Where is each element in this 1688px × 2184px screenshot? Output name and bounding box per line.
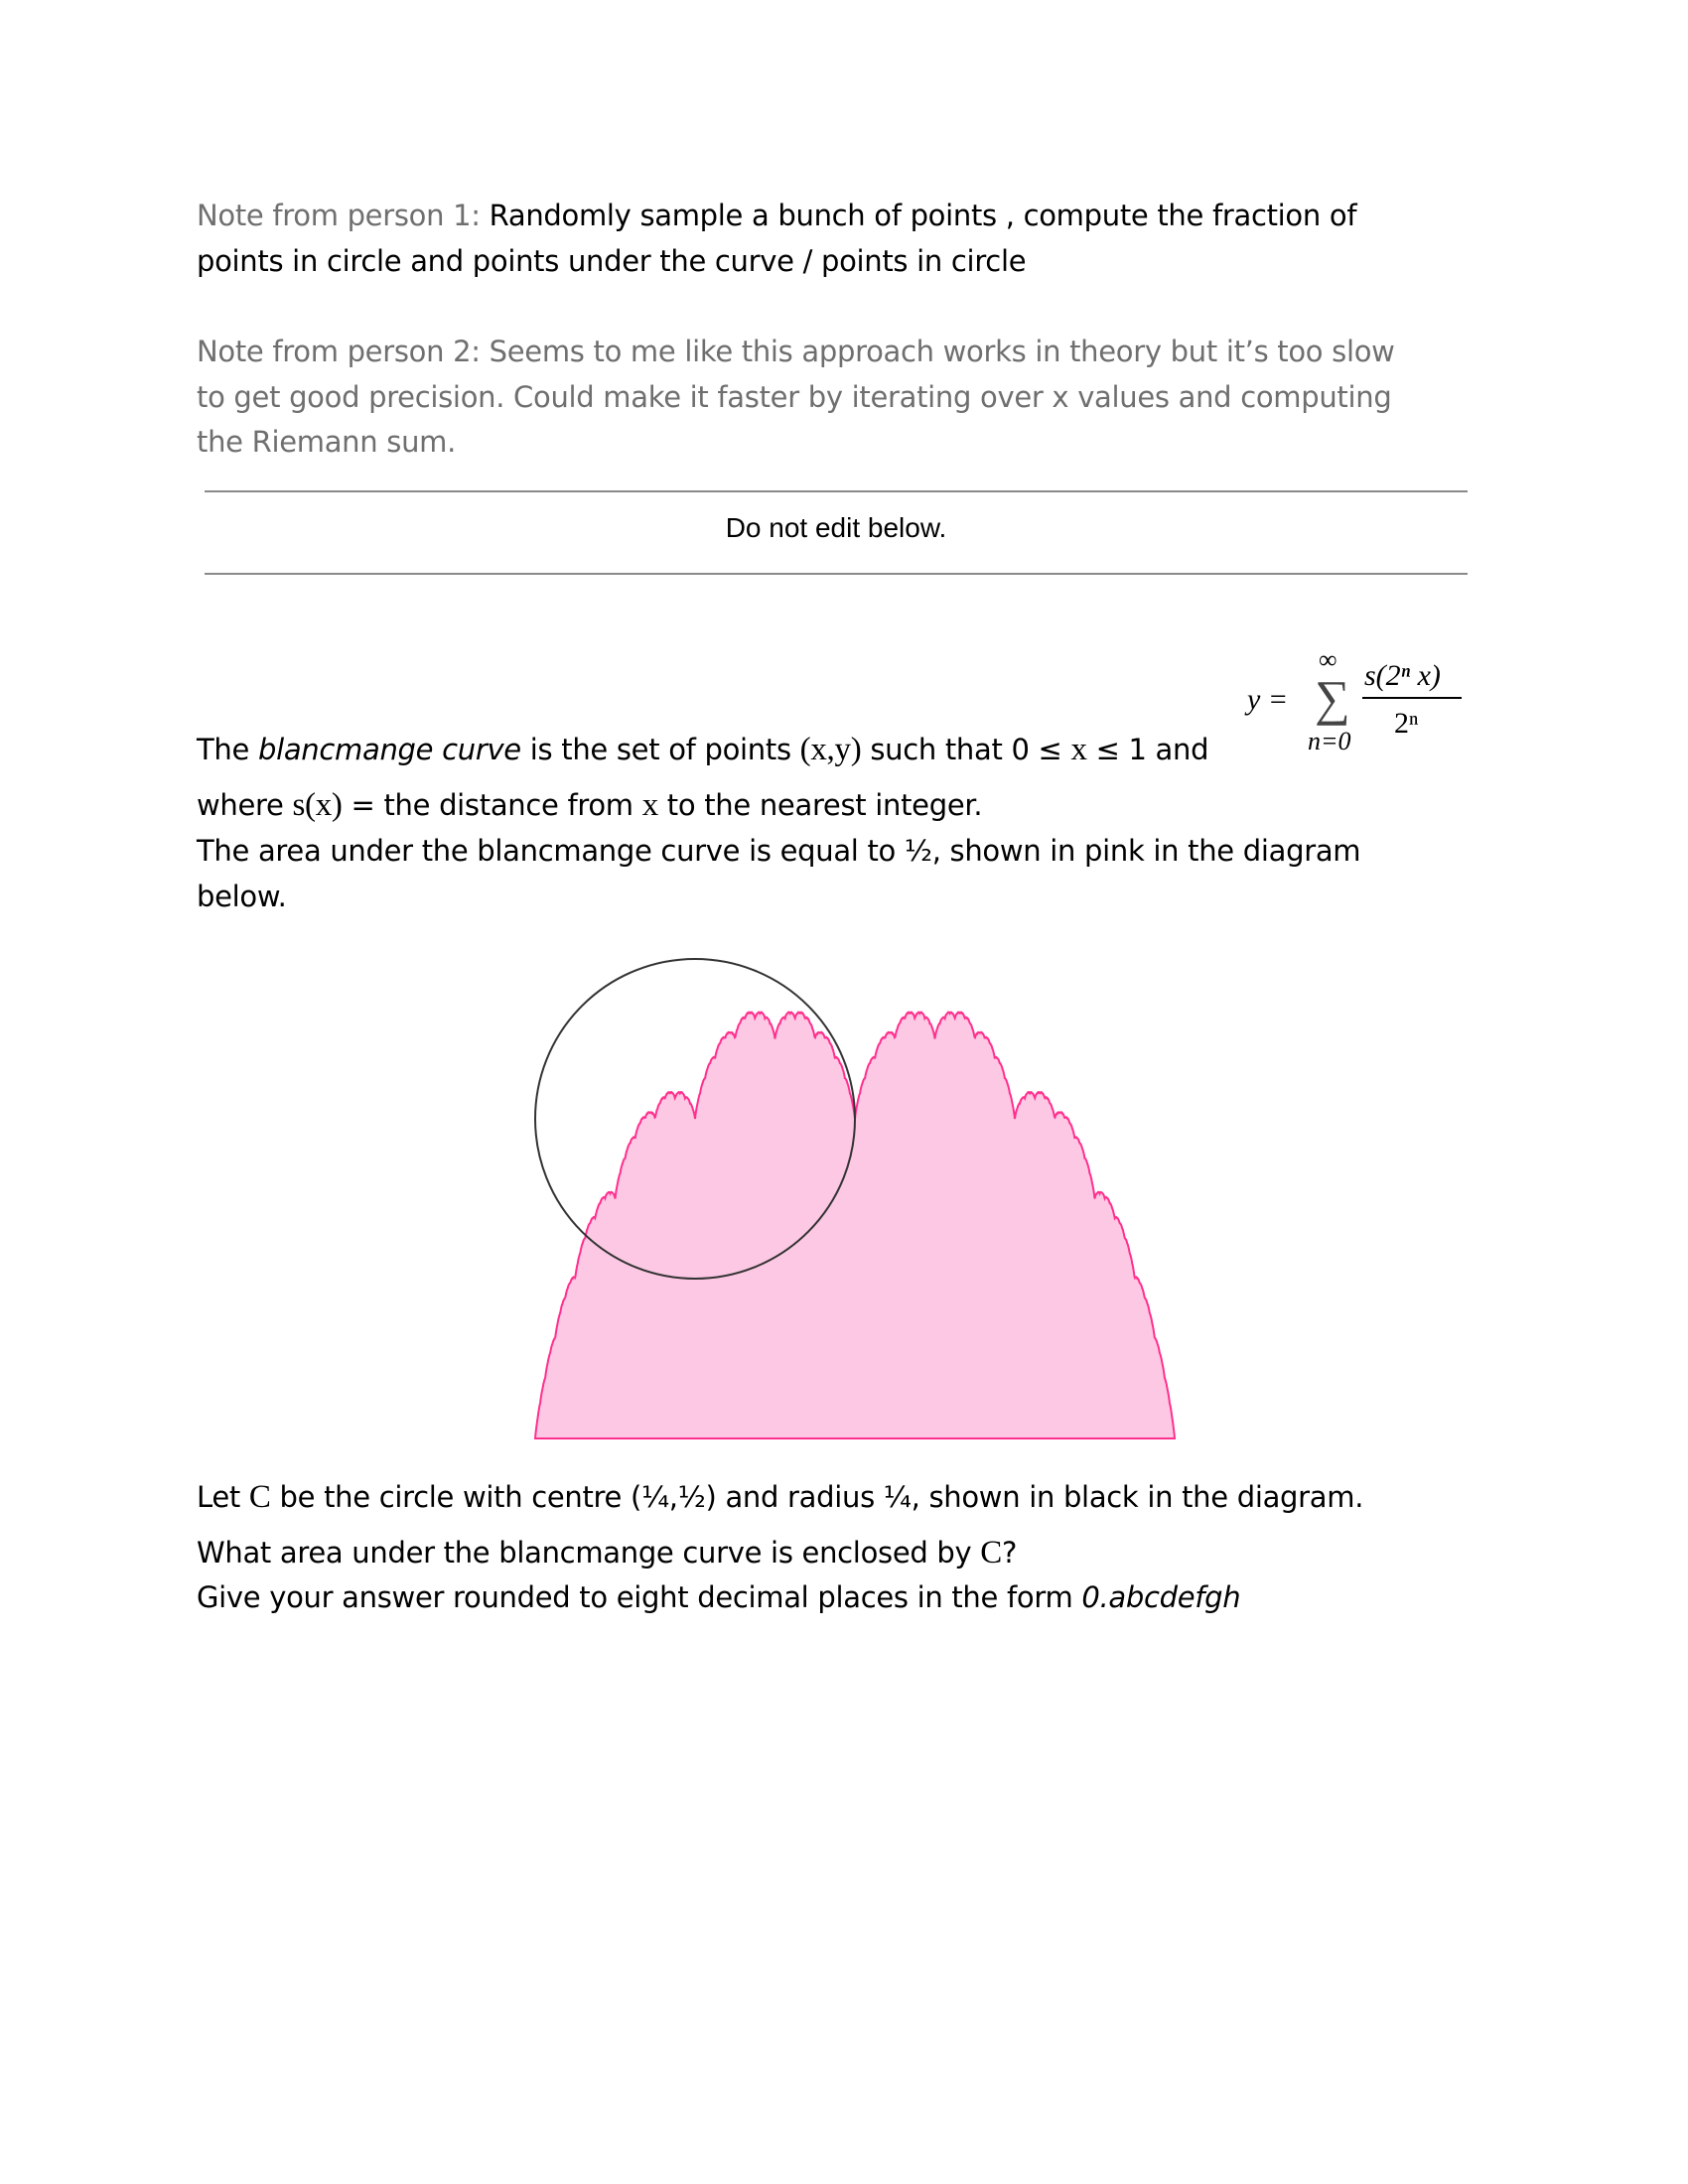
blancmange-curve-area xyxy=(535,1013,1175,1438)
problem-line2: where s(x) = the distance from x to the nearest integer. xyxy=(197,787,983,823)
note-person1-line1 xyxy=(197,199,1357,232)
formula-lower: n=0 xyxy=(1308,727,1351,755)
fraction-bar xyxy=(1362,697,1462,699)
blancmange-formula xyxy=(1243,645,1472,759)
problem-line6: What area under the blancmange curve is enclosed by C? xyxy=(197,1535,1018,1570)
do-not-edit-label: Do not edit below. xyxy=(725,512,947,543)
formula-lhs: y = xyxy=(1247,683,1289,716)
problem-line1: The blancmange curve is the set of points (x,y) such that 0 ≤ x ≤ 1 and xyxy=(197,732,1209,767)
blancmange-diagram xyxy=(526,948,1182,1444)
formula-sum: ∑ xyxy=(1315,670,1350,726)
term-blancmange-curve: blancmange curve xyxy=(257,733,521,766)
formula-upper: ∞ xyxy=(1319,645,1337,674)
note-person1-line2: points in circle and points under the curve / points in circle xyxy=(197,244,1027,278)
note-person2-line1: Note from person 2: Seems to me like this approach works in theory but it’s too slow xyxy=(197,335,1395,368)
note-person1-text: Randomly sample a bunch of points , compute the fraction of xyxy=(489,199,1357,232)
divider-top xyxy=(205,490,1468,492)
note-person2-line2: to get good precision. Could make it faster by iterating over x values and computing xyxy=(197,380,1392,414)
answer-format: 0.abcdefgh xyxy=(1081,1580,1241,1614)
problem-line4: below. xyxy=(197,880,287,913)
problem-line5: Let C be the circle with centre (¼,½) and radius ¼, shown in black in the diagram. xyxy=(197,1479,1364,1515)
formula-denominator: 2ⁿ xyxy=(1394,707,1419,740)
note-person2-line3: the Riemann sum. xyxy=(197,425,457,459)
problem-line3: The area under the blancmange curve is equal to ½, shown in pink in the diagram xyxy=(197,834,1361,868)
note-person1-label: Note from person 1: xyxy=(197,199,490,232)
formula-numerator: s(2ⁿ x) xyxy=(1364,659,1441,692)
problem-line7: Give your answer rounded to eight decimal places in the form 0.abcdefgh xyxy=(197,1580,1241,1614)
divider-bottom xyxy=(205,573,1468,575)
